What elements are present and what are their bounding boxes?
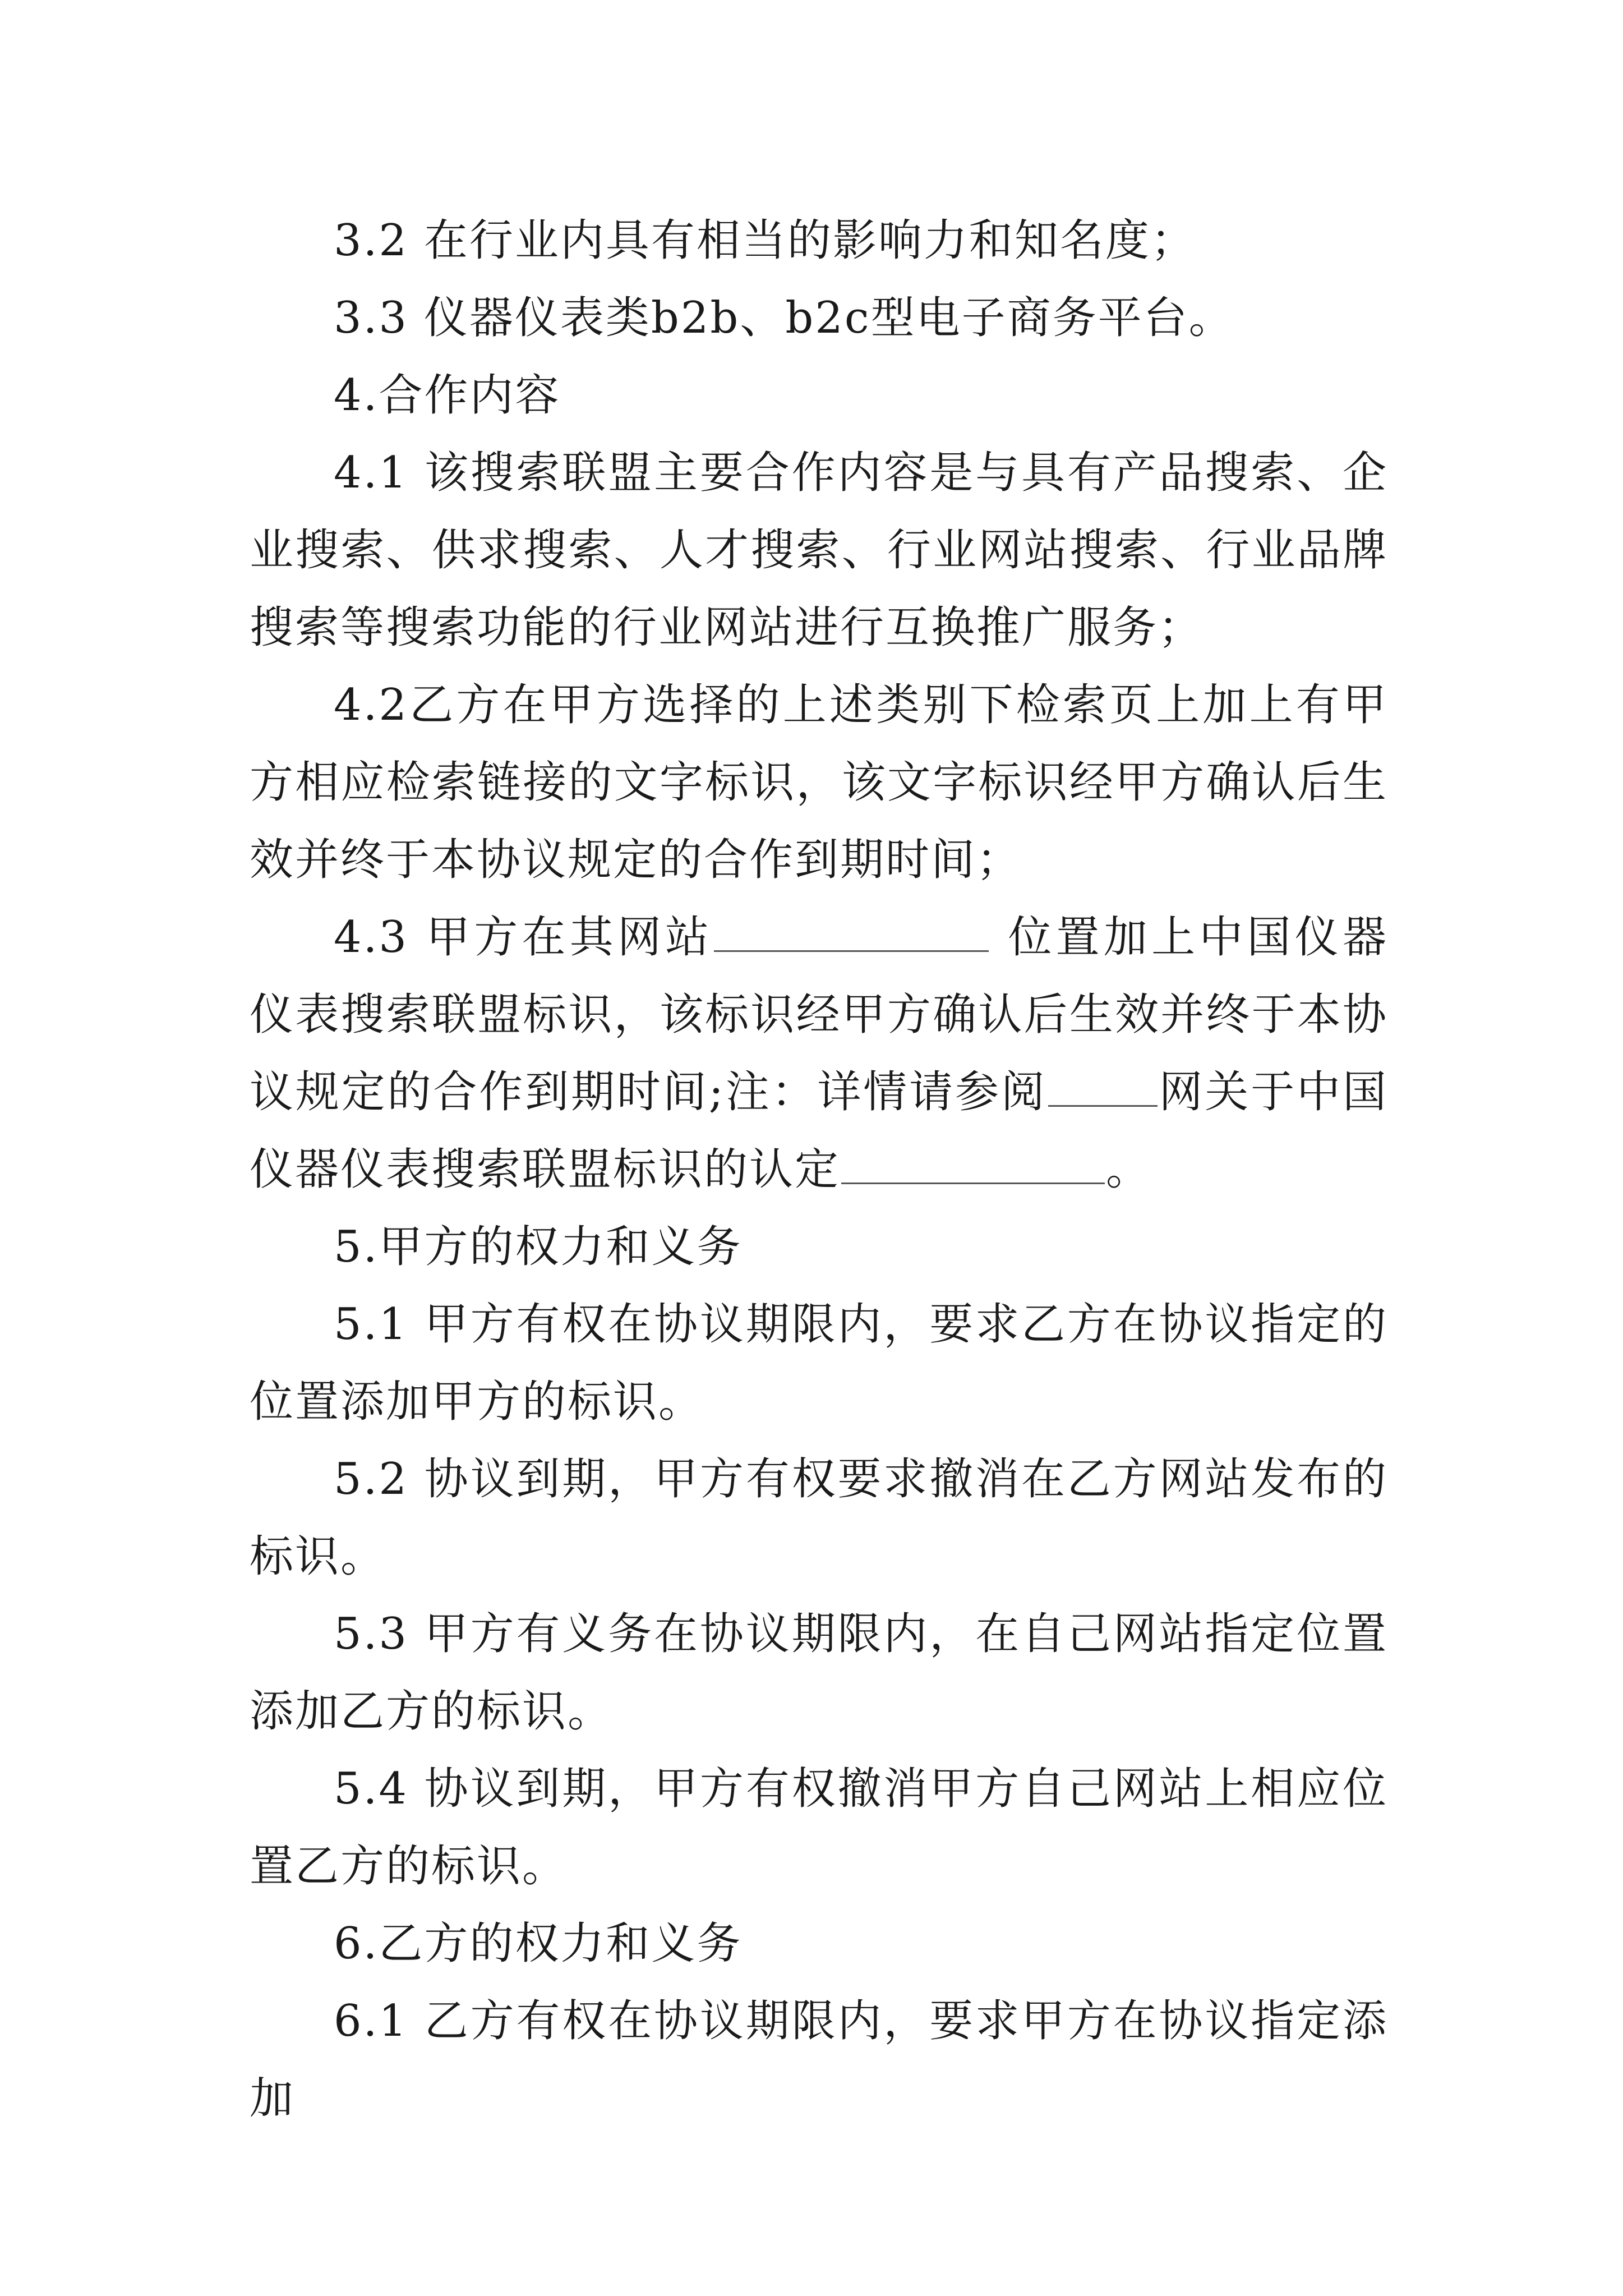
section-5-heading: 5.甲方的权力和义务 bbox=[334, 1222, 743, 1272]
clause-4-3-text-1: 4.3 甲方在其网站 bbox=[334, 912, 713, 963]
blank-website-name bbox=[1048, 1066, 1158, 1107]
clause-5-4: 5.4 协议到期，甲方有权撤消甲方自己网站上相应位置乙方的标识。 bbox=[250, 1764, 1388, 1892]
section-4-heading: 4.合作内容 bbox=[334, 370, 561, 421]
section-6-heading: 6.乙方的权力和义务 bbox=[334, 1918, 743, 1969]
blank-document-reference bbox=[841, 1143, 1105, 1184]
clause-4-2: 4.2乙方在甲方选择的上述类别下检索页上加上有甲方相应检索链接的文字标识，该文字标识经甲方确认后生效并终于本协议规定的合作到期时间； bbox=[250, 680, 1388, 885]
clause-4-3-text-2: 位置加上中国仪器仪表搜索联盟标识，该标识经甲方确认后生效并终于本协议规定的合作到期时间;注：详情请参阅 bbox=[250, 912, 1389, 1117]
clause-4-3-text-3: 网关于中国仪器仪表搜索联盟标识的认定 bbox=[250, 1067, 1388, 1195]
clause-3-3: 3.3 仪器仪表类b2b、b2c型电子商务平台。 bbox=[334, 293, 1234, 343]
clause-3-2: 3.2 在行业内具有相当的影响力和知名度； bbox=[334, 215, 1196, 266]
clause-5-2: 5.2 协议到期，甲方有权要求撤消在乙方网站发布的标识。 bbox=[250, 1454, 1388, 1582]
clause-5-3: 5.3 甲方有义务在协议期限内，在自己网站指定位置添加乙方的标识。 bbox=[250, 1609, 1388, 1737]
clause-4-3 bbox=[250, 899, 1388, 1208]
clause-4-1: 4.1 该搜索联盟主要合作内容是与具有产品搜索、企业搜索、供求搜索、人才搜索、行业网站搜索、行业品牌搜索等搜索功能的行业网站进行互换推广服务； bbox=[250, 448, 1388, 653]
clause-6-1: 6.1 乙方有权在协议期限内，要求甲方在协议指定添加 bbox=[250, 1996, 1388, 2124]
document-body bbox=[250, 202, 1388, 2137]
blank-website-position bbox=[714, 911, 989, 952]
clause-5-1: 5.1 甲方有权在协议期限内，要求乙方在协议指定的位置添加甲方的标识。 bbox=[250, 1299, 1388, 1427]
clause-4-3-text-4: 。 bbox=[1106, 1144, 1152, 1195]
